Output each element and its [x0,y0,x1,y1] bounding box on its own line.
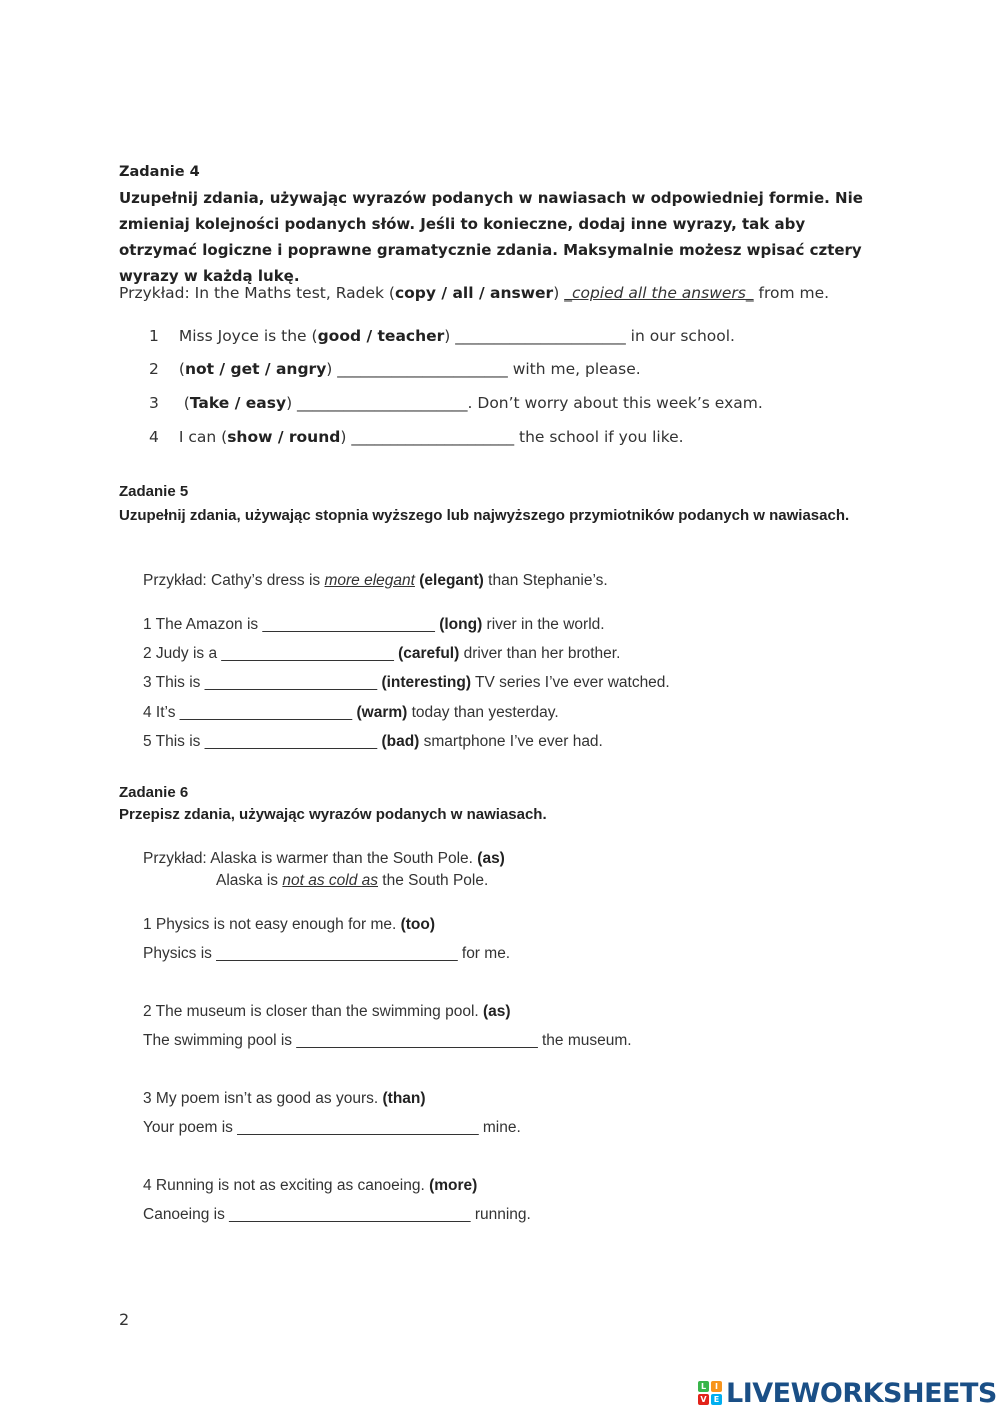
task4-title: Zadanie 4 [119,164,200,180]
logo-letter: L [698,1381,709,1392]
task4-example-before: Przykład: In the Maths test, Radek ( [119,284,395,302]
liveworksheets-logo[interactable] [698,1378,997,1408]
task4-item-2[interactable] [149,360,641,378]
item-pre: Miss Joyce is the ( [178,327,318,345]
question-text: 4 Running is not as exciting as canoeing. [143,1177,430,1194]
item-number: 3 [149,394,159,412]
task5-example-word: (elegant) [414,572,484,589]
task5-instruction: Uzupełnij zdania, używając stopnia wyższego lub najwyższego przymiotników podanych w nawiasach. [119,507,850,524]
question-text: 1 Physics is not easy enough for me. [143,916,401,933]
task6-item-2-question [143,1003,511,1021]
question-word: (than) [382,1090,426,1107]
item-words: not / get / angry [184,360,327,378]
task6-example-word: (as) [477,850,505,867]
item-number: 4 [149,428,159,446]
item-number: 1 [149,327,159,345]
task6-item-3-question [143,1090,426,1108]
item-post: ) ______________________ with me, please. [326,360,641,378]
task5-example-answer: more elegant [324,572,415,589]
task6-instruction: Przepisz zdania, używając wyrazów podanych w nawiasach. [119,806,547,823]
task6-example-pre: Alaska is [216,872,283,889]
task4-instruction: Uzupełnij zdania, używając wyrazów podanych w nawiasach w odpowiedniej formie. Nie zmieniaj kolejności podanych słów. Jeśli to konieczne, dodaj inne wyrazy, tak aby otrzymać logiczne i poprawne gramatycznie zdania. Maksymalnie możesz wpisać cztery wyrazy w każdą lukę. [119,189,863,285]
item-word: (long) [439,616,483,633]
task4-example-answer: _copied all the answers_ [564,284,754,302]
task6-example-sentence: Przykład: Alaska is warmer than the South Pole. [143,850,478,867]
task5-item-3[interactable] [143,674,670,692]
task5-item-4[interactable] [143,704,559,722]
item-words: good / teacher [317,327,445,345]
question-text: 2 The museum is closer than the swimming pool. [143,1003,484,1020]
item-word: (bad) [381,733,420,750]
item-post: TV series I’ve ever watched. [471,674,670,691]
item-pre: I can ( [178,428,228,446]
task6-item-2-answer[interactable]: The swimming pool is ____________________________ the museum. [143,1032,632,1049]
page-number: 2 [119,1310,130,1329]
task4-item-1[interactable] [149,327,735,345]
task6-item-4-question [143,1177,477,1195]
task5-item-1[interactable] [143,616,605,634]
item-words: show / round [227,428,341,446]
item-word: (warm) [356,704,408,721]
task4-example-mid: ) [553,284,565,302]
item-post: today than yesterday. [407,704,559,721]
item-word: (careful) [398,645,460,662]
task6-example-answer: not as cold as [282,872,378,889]
logo-letter: I [711,1381,722,1392]
task5-item-5[interactable] [143,733,603,751]
task6-item-3-answer[interactable]: Your poem is ____________________________ mine. [143,1119,521,1136]
question-word: (as) [483,1003,511,1020]
item-pre: 2 Judy is a ____________________ [143,645,399,662]
task4-example-after: from me. [753,284,830,302]
item-post: ) _____________________ the school if you like. [340,428,684,446]
logo-mark-icon [698,1381,722,1405]
logo-letter: E [711,1394,722,1405]
item-pre: 1 The Amazon is ____________________ [143,616,440,633]
task4-example-words: copy / all / answer [394,284,554,302]
task6-example-line1 [143,850,505,868]
item-pre: ( [178,360,185,378]
item-post: ) ______________________ in our school. [444,327,735,345]
item-pre: 3 This is ____________________ [143,674,382,691]
task6-item-1-question [143,916,435,934]
logo-letter: V [698,1394,709,1405]
item-word: (interesting) [381,674,472,691]
task5-example [143,572,608,590]
task6-example-post: the South Pole. [378,872,489,889]
question-word: (too) [400,916,436,933]
item-post: driver than her brother. [459,645,621,662]
task6-title: Zadanie 6 [119,784,189,801]
task4-item-4[interactable] [149,428,684,446]
item-words: Take / easy [189,394,287,412]
question-text: 3 My poem isn’t as good as yours. [143,1090,383,1107]
task5-example-before: Przykład: Cathy’s dress is [143,572,325,589]
logo-text: LIVEWORKSHEETS [726,1377,997,1409]
item-post: river in the world. [482,616,605,633]
task6-item-1-answer[interactable]: Physics is ____________________________ for me. [143,945,511,962]
item-number: 2 [149,360,159,378]
item-pre: ( [178,394,190,412]
task5-item-2[interactable] [143,645,620,663]
task6-example-line2 [216,872,488,890]
question-word: (more) [429,1177,478,1194]
task5-example-after: than Stephanie’s. [483,572,608,589]
task4-example [119,284,829,302]
task5-title: Zadanie 5 [119,483,189,500]
item-pre: 5 This is ____________________ [143,733,382,750]
item-post: smartphone I’ve ever had. [419,733,603,750]
task4-item-3[interactable] [149,394,763,412]
item-pre: 4 It’s ____________________ [143,704,357,721]
item-post: ) ______________________. Don’t worry about this week’s exam. [286,394,763,412]
task6-item-4-answer[interactable]: Canoeing is ____________________________ running. [143,1206,531,1223]
